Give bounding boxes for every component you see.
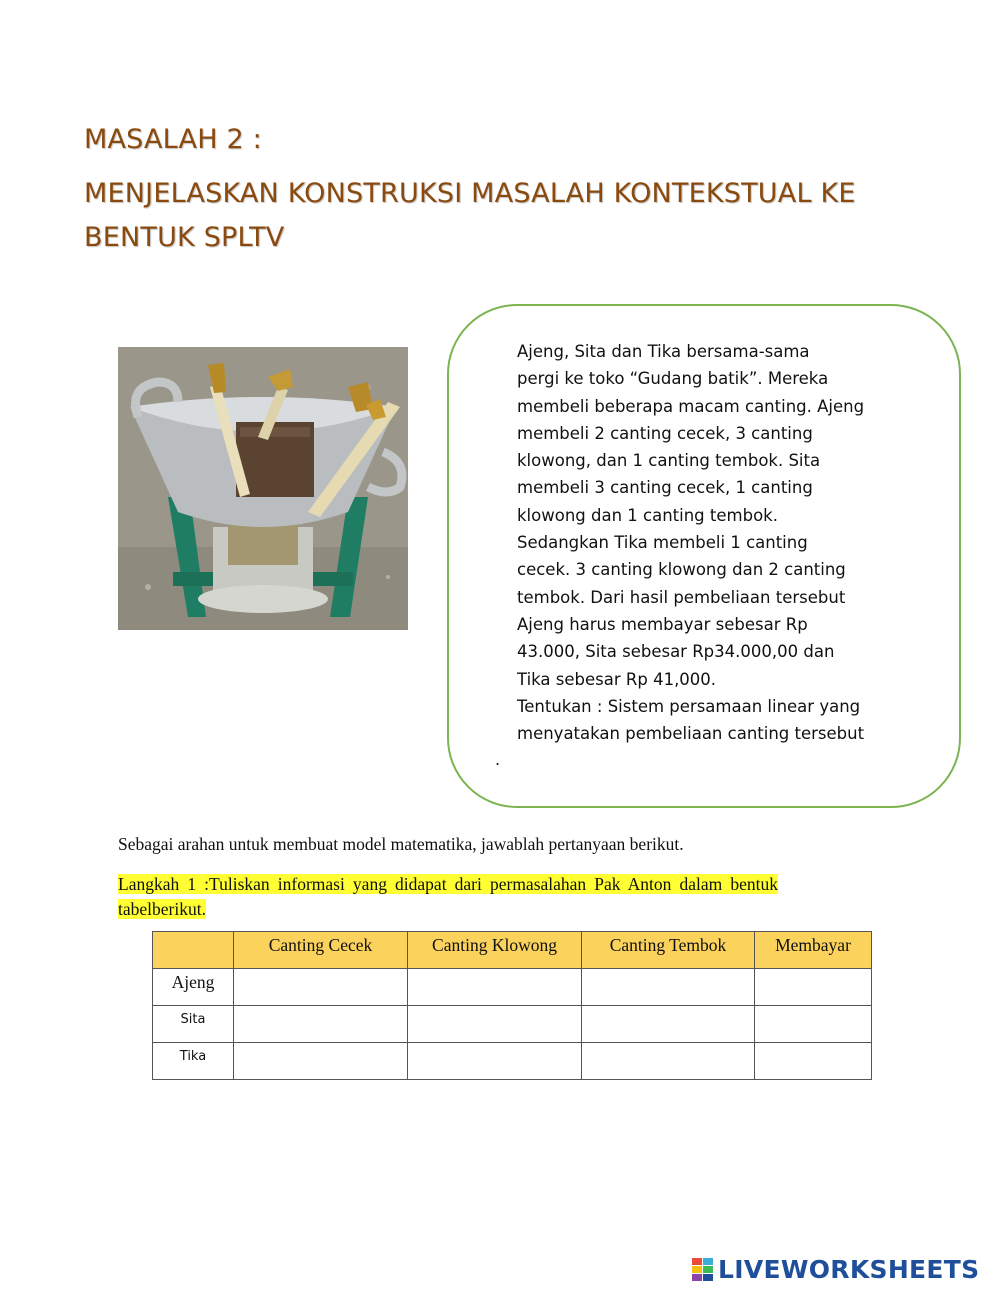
heading-subtitle: MENJELASKAN KONSTRUKSI MASALAH KONTEKSTUAL KE BENTUK SPLTV (84, 178, 856, 253)
answer-cell[interactable] (408, 1043, 582, 1080)
step-1-text (118, 872, 778, 922)
answer-cell[interactable] (234, 969, 408, 1006)
canting-stove-photo (118, 347, 408, 630)
table-header-cell: Canting Klowong (408, 932, 582, 969)
answer-cell[interactable] (582, 1043, 755, 1080)
table-header-cell: Canting Tembok (582, 932, 755, 969)
step-1-highlight: Langkah 1 :Tuliskan informasi yang didapat dari permasalahan Pak Anton dalam bentuk tabelberikut. (118, 874, 778, 919)
liveworksheets-logo[interactable] (692, 1255, 979, 1284)
problem-text: Ajeng, Sita dan Tika bersama-sama pergi ke toko “Gudang batik”. Mereka membeli beberapa macam canting. Ajeng membeli 2 canting cecek, 3 canting klowong, dan 1 canting tembok. Sita membeli 3 canting cecek, 1 canting klowong dan 1 canting tembok. Sedangkan Tika membeli 1 canting cecek. 3 canting klowong dan 2 canting tembok. Dari hasil pembeliaan tersebut Ajeng harus membayar sebesar Rp 43.000, Sita sebesar Rp34.000,00 dan Tika sebesar Rp 41,000. Tentukan : Sistem persamaan linear yang menyatakan pembeliaan canting tersebut (517, 342, 865, 744)
answer-cell[interactable] (755, 1043, 872, 1080)
answer-cell[interactable] (755, 1006, 872, 1043)
answer-cell[interactable] (582, 1006, 755, 1043)
table-header-cell (153, 932, 234, 969)
row-label-ajeng: Ajeng (153, 969, 234, 1006)
answer-cell[interactable] (755, 969, 872, 1006)
table-row (153, 969, 872, 1006)
table-header-cell: Membayar (755, 932, 872, 969)
liveworksheets-logo-icon (692, 1258, 714, 1282)
answer-cell[interactable] (234, 1006, 408, 1043)
problem-trailing-dot: . (495, 750, 501, 769)
table-header-cell: Canting Cecek (234, 932, 408, 969)
answer-cell[interactable] (234, 1043, 408, 1080)
table-row (153, 1006, 872, 1043)
info-table (152, 931, 872, 1080)
answer-cell[interactable] (408, 969, 582, 1006)
answer-cell[interactable] (408, 1006, 582, 1043)
table-header-row (153, 932, 872, 969)
row-label-tika: Tika (153, 1043, 234, 1080)
heading-title: MASALAH 2 : (84, 124, 262, 155)
row-label-sita: Sita (153, 1006, 234, 1043)
answer-cell[interactable] (582, 969, 755, 1006)
instruction-text: Sebagai arahan untuk membuat model matematika, jawablah pertanyaan berikut. (118, 834, 684, 854)
liveworksheets-brand: LIVEWORKSHEETS (718, 1255, 980, 1284)
table-row (153, 1043, 872, 1080)
